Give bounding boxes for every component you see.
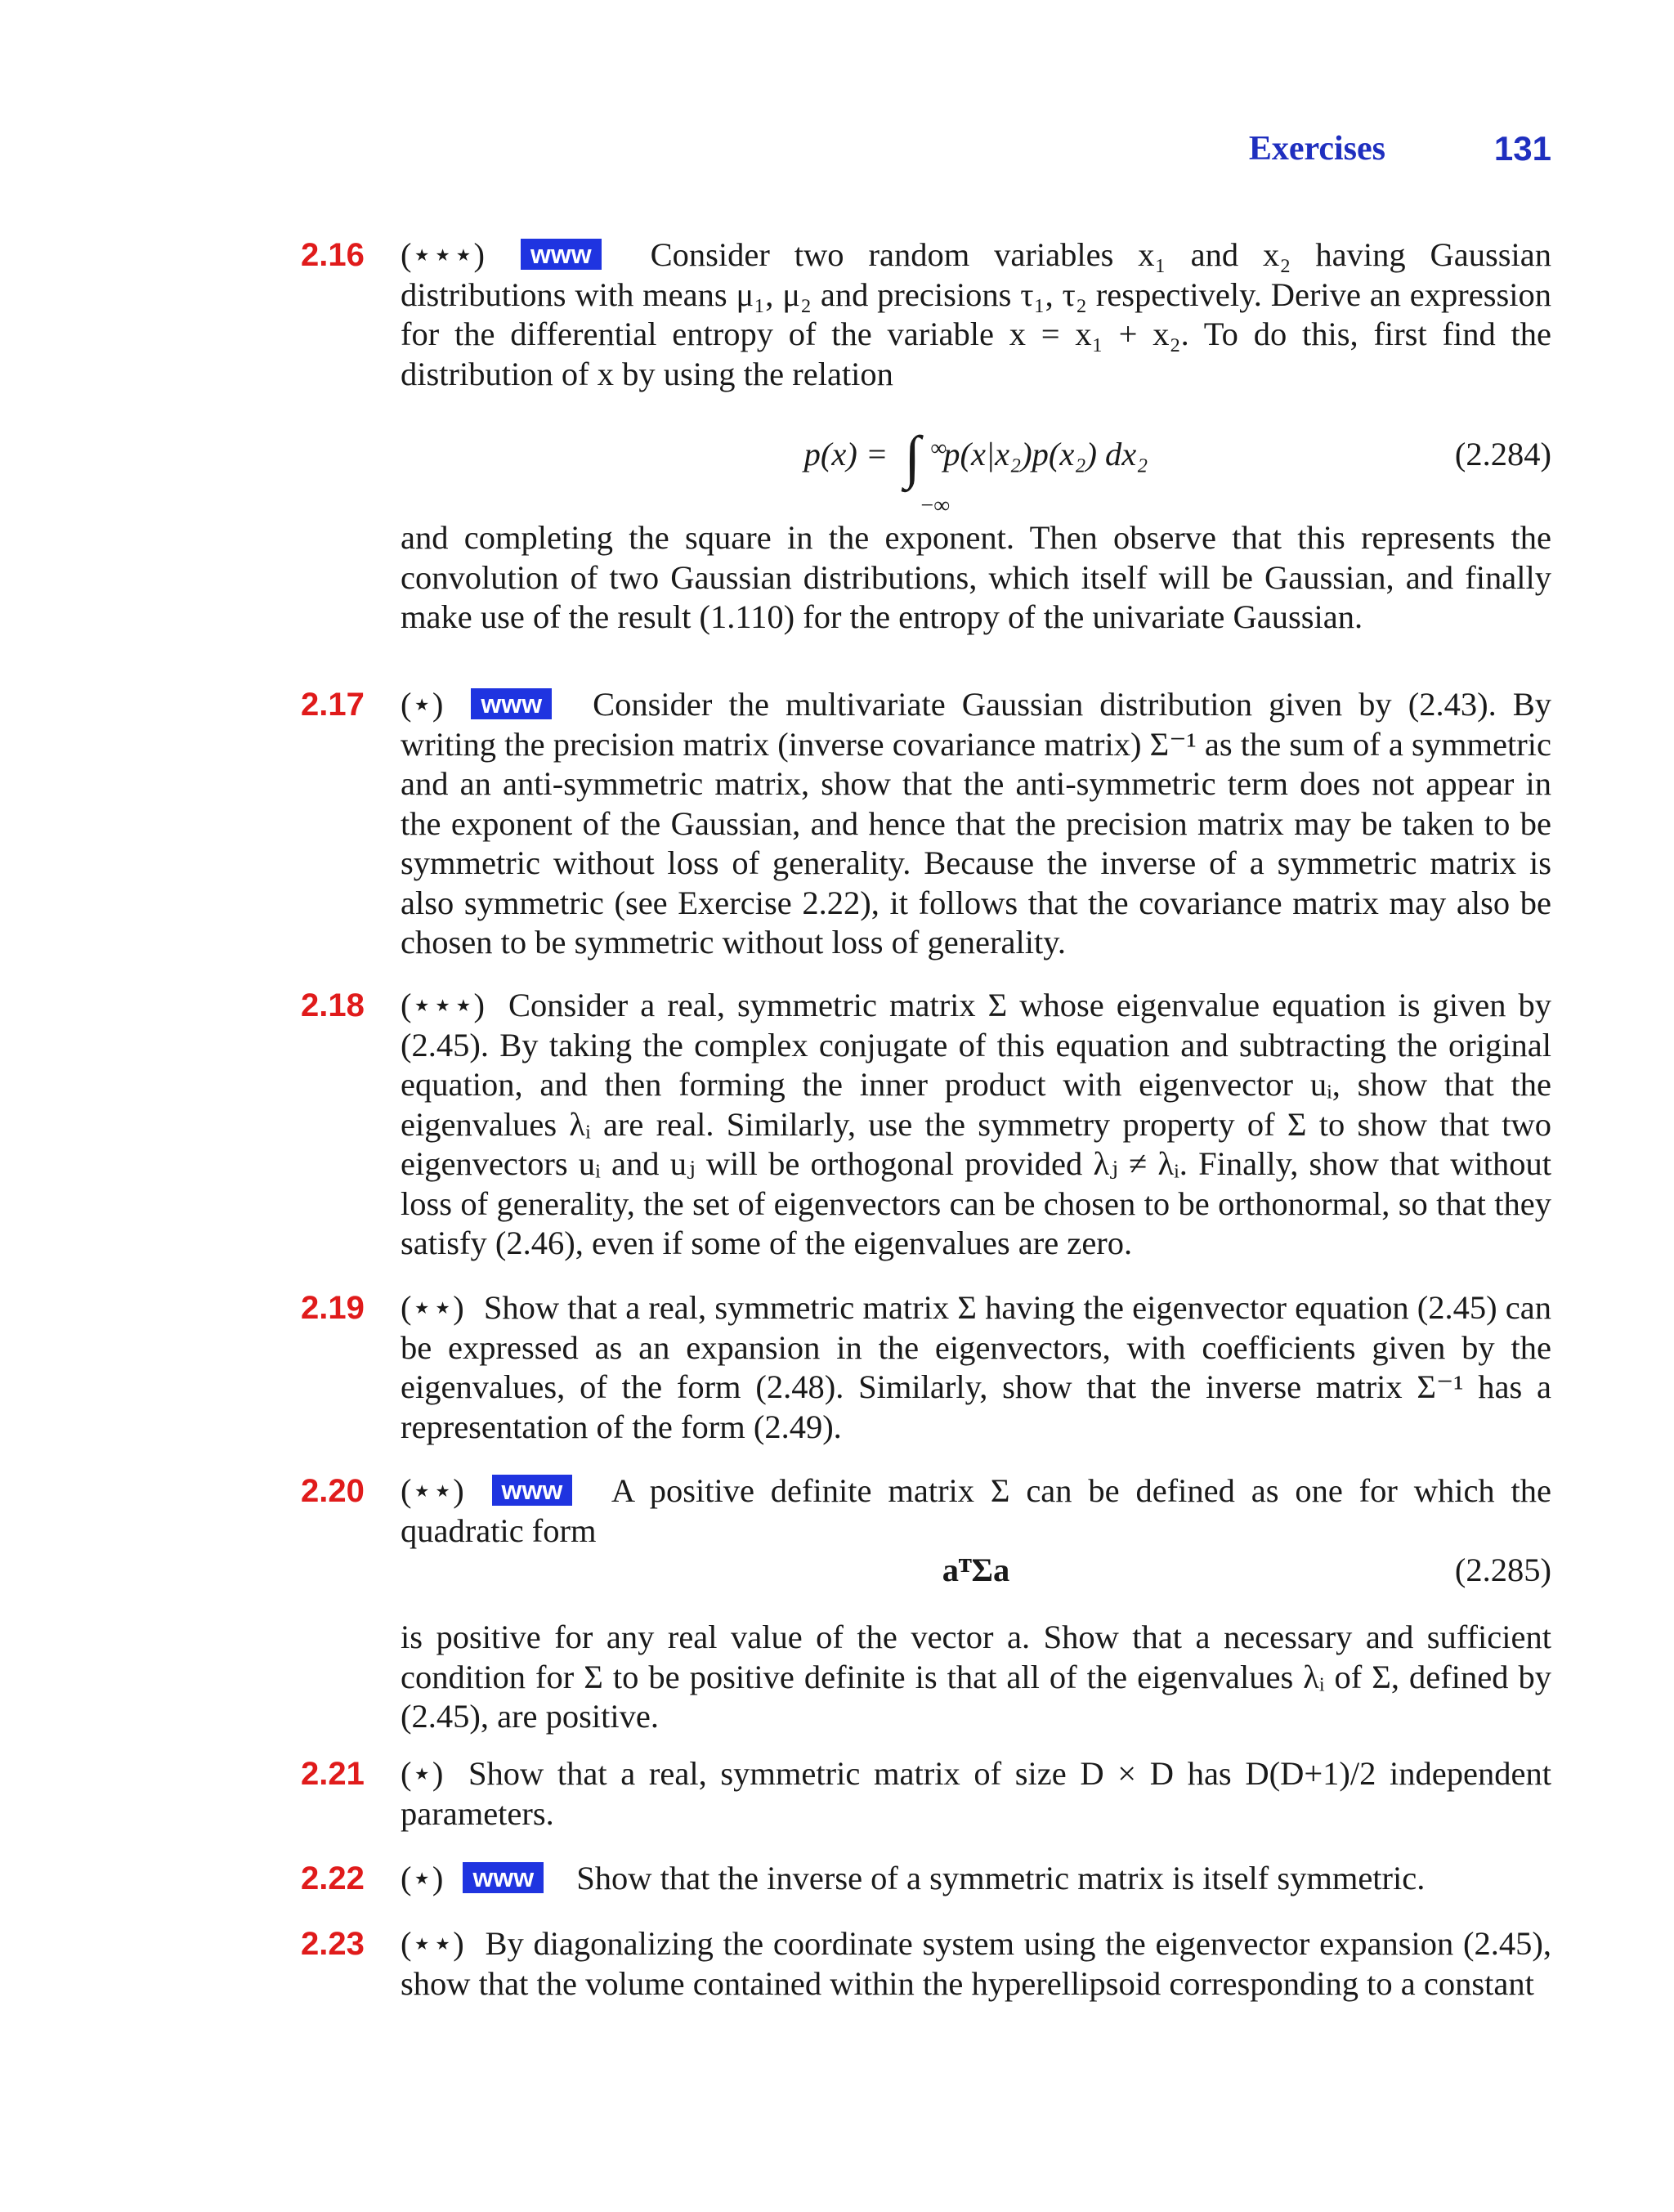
equation-number: (2.284) xyxy=(1454,436,1551,472)
page-number: 131 xyxy=(1493,129,1551,168)
www-badge[interactable]: www xyxy=(463,1862,544,1893)
equation-lhs: p(x) = xyxy=(803,436,888,472)
exercise-number: 2.20 xyxy=(301,1473,365,1509)
exercise-text: Show that a real, symmetric matrix Σ having the eigenvector equation (2.45) can be expressed as an expansion in the eigenvectors, with coefficients given by the eigenvalues, of the form (2.48). Similarly, show that the inverse matrix Σ⁻¹ has a representation of the form (2.49). xyxy=(401,1289,1552,1445)
exercise-2-21-body xyxy=(401,1754,1551,1834)
page-header xyxy=(0,129,1674,178)
integral-lower-limit: −∞ xyxy=(920,493,951,518)
exercise-2-20-body xyxy=(401,1471,1551,1737)
exercise-text: Show that a real, symmetric matrix of size D × D has D(D+1)/2 independent parameters. xyxy=(401,1755,1551,1832)
exercise-2-16-body xyxy=(401,235,1551,638)
equation-2-285 xyxy=(401,1551,1551,1600)
exercise-text: A positive definite matrix Σ can be defined as one for which the quadratic form xyxy=(401,1472,1552,1549)
www-badge[interactable]: www xyxy=(471,688,552,719)
exercise-text: By diagonalizing the coordinate system using the eigenvector expansion (2.45), show that the volume contained within the hyperellipsoid corresponding to a constant xyxy=(401,1925,1551,2002)
integral-sign: ∫ ∞ −∞ xyxy=(904,437,920,477)
exercise-2-20-para2: is positive for any real value of the vector a. Show that a necessary and sufficient condition for Σ to be positive definite is that all of the eigenvalues λᵢ of Σ, defined by (2.45), are positive. xyxy=(401,1619,1551,1735)
exercise-number: 2.22 xyxy=(301,1860,365,1896)
equation-rhs: p(x|x₂)p(x₂) dx₂ xyxy=(943,436,1148,472)
exercise-number: 2.18 xyxy=(301,987,365,1023)
exercise-2-23-body xyxy=(401,1924,1551,2004)
exercise-text: Show that the inverse of a symmetric matrix is itself symmetric. xyxy=(576,1860,1426,1896)
exercise-2-17-body xyxy=(401,685,1551,963)
integral-upper-limit: ∞ xyxy=(930,436,947,461)
www-badge[interactable]: www xyxy=(492,1475,573,1506)
difficulty-stars: (⋆⋆⋆) xyxy=(401,236,486,273)
exercise-number: 2.23 xyxy=(301,1926,365,1962)
equation-body: aᵀΣa xyxy=(942,1552,1010,1588)
exercise-2-16-para1 xyxy=(401,235,1551,394)
running-title: Exercises xyxy=(1248,130,1385,168)
exercise-2-22-body xyxy=(401,1859,1551,1899)
exercise-text: Consider two random variables x₁ and x₂ having Gaussian distributions with means μ₁, μ₂ and precisions τ₁, τ₂ respectively. Derive an expression for the differential entropy of the variable x = x₁ + x₂. To do this, first find the distribution of x by using the relation xyxy=(401,236,1551,392)
exercise-number: 2.19 xyxy=(301,1290,365,1326)
exercise-2-18-body xyxy=(401,986,1551,1264)
www-badge[interactable]: www xyxy=(521,239,602,270)
difficulty-stars: (⋆) xyxy=(401,1860,444,1896)
exercise-text: Consider the multivariate Gaussian distribution given by (2.43). By writing the precision matrix (inverse covariance matrix) Σ⁻¹ as the sum of a symmetric and an anti-symmetric matrix, show that the anti-symmetric term does not appear in the exponent of the Gaussian, and hence that the precision matrix may be taken to be symmetric without loss of generality. Because the inverse of a symmetric matrix is also symmetric (see Exercise 2.22), it follows that the covariance matrix may also be chosen to be symmetric without loss of generality. xyxy=(401,686,1552,960)
exercise-2-20-para1 xyxy=(401,1471,1551,1551)
difficulty-stars: (⋆) xyxy=(401,686,444,723)
difficulty-stars: (⋆⋆⋆) xyxy=(401,987,486,1023)
exercise-2-19-body xyxy=(401,1288,1551,1447)
equation-body xyxy=(401,424,1551,518)
difficulty-stars: (⋆⋆) xyxy=(401,1289,464,1326)
exercise-number: 2.16 xyxy=(301,237,365,273)
difficulty-stars: (⋆⋆) xyxy=(401,1472,464,1509)
equation-2-284 xyxy=(401,419,1551,518)
exercise-number: 2.21 xyxy=(301,1756,365,1792)
exercise-2-16-para2: and completing the square in the exponent. Then observe that this represents the convolution of two Gaussian distributions, which itself will be Gaussian, and finally make use of the result (1.110) for the entropy of the univariate Gaussian. xyxy=(401,519,1551,635)
equation-number: (2.285) xyxy=(1454,1552,1551,1588)
difficulty-stars: (⋆⋆) xyxy=(401,1925,464,1962)
exercise-text: Consider a real, symmetric matrix Σ whose eigenvalue equation is given by (2.45). By taking the complex conjugate of this equation and subtracting the original equation, and then forming the inner product with eigenvector uᵢ, show that the eigenvalues λᵢ are real. Similarly, use the symmetry property of Σ to show that two eigenvectors uᵢ and uⱼ will be orthogonal provided λⱼ ≠ λᵢ. Finally, show that without loss of generality, the set of eigenvectors can be chosen to be orthonormal, so that they satisfy (2.46), even if some of the eigenvalues are zero. xyxy=(401,987,1552,1261)
exercise-number: 2.17 xyxy=(301,687,365,723)
difficulty-stars: (⋆) xyxy=(401,1755,444,1792)
